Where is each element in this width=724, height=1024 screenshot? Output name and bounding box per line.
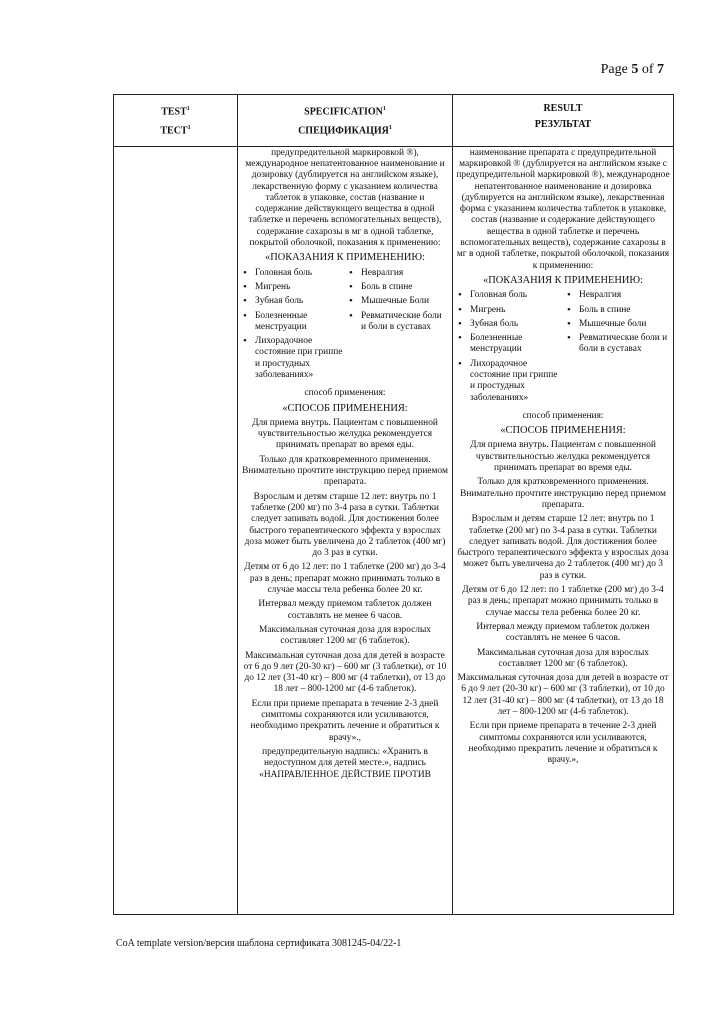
result-paragraph: Детям от 6 до 12 лет: по 1 таблетке (200 мг) до 3-4 раз в день; препарат можно принимать только в случае массы тела ребенка более 20 кг. (462, 585, 664, 618)
list-item: • Боль в спине (565, 305, 670, 316)
result-paragraph: Если при приеме препарата в течение 2-3 дней симптомы сохраняются или усиливаются, необходимо прекратить лечение и обратиться к врачу.», (468, 721, 658, 766)
list-item: • Болезненные менструации (241, 311, 343, 334)
spec-intro: предупредительной маркировкой ®), международное непатентованное наименование и дозировку (дублируется на английском языке), лекарственную форму с указанием количества таблеток в упаковке, состав (название и содержание действующего вещества в одной таблетке и перечень вспомогательных веществ), содержание сахарозы в мг в одной таблетке, покрытой оболочкой, показания к применению: (245, 147, 445, 249)
result-cell (453, 146, 674, 914)
header-result: RESULT РЕЗУЛЬТАТ (453, 95, 674, 147)
list-item: • Лихорадочное состояние при гриппе и простудных заболеваниях» (456, 359, 561, 404)
spec-paragraph: Максимальная суточная доза для детей в возрасте от 6 до 9 лет (20-30 кг) – 600 мг (3 таблетки), от 10 до 12 лет (31-40 кг) – 800 мг (4 таблетки), от 13 до 18 лет – 800-1200 мг (4-6 таблеток). (243, 650, 447, 695)
result-paragraph: Максимальная суточная доза для взрослых составляет 1200 мг (6 таблеток). (477, 647, 649, 669)
result-paragraph: Максимальная суточная доза для детей в возрасте от 6 до 9 лет (20-30 кг) – 600 мг (3 таблетки), от 10 до 12 лет (31-40 кг) – 800 мг (4 таблетки), от 13 до 18 лет – 800-1200 мг (4-6 таблеток). (457, 673, 669, 718)
spec-paragraph: Интервал между приемом таблеток должен составлять не менее 6 часов. (258, 599, 432, 621)
spec-indications-header: «ПОКАЗАНИЯ К ПРИМЕНЕНИЮ: (265, 252, 425, 264)
list-item: • Зубная боль (456, 319, 561, 330)
list-item: • Мигрень (241, 282, 343, 293)
spec-paragraph: Только для кратковременного применения. Внимательно прочтите инструкцию перед приемом препарата. (242, 454, 448, 488)
specification-cell (238, 146, 453, 914)
result-paragraph: Только для кратковременного применения. Внимательно прочтите инструкцию перед приемом препарата. (460, 477, 666, 510)
list-item: • Мигрень (456, 305, 561, 316)
footer-template-version: CoA template version/версия шаблона сертификата 3081245-04/22-1 (116, 938, 402, 949)
list-item: • Зубная боль (241, 296, 343, 307)
spec-paragraph: Детям от 6 до 12 лет: по 1 таблетке (200 мг) до 3-4 раз в день; препарат можно принимать только в случае массы тела ребенка более 20 кг. (244, 562, 446, 596)
result-paragraph: Для приема внутрь. Пациентам с повышенной чувствительностью желудка рекомендуется принимать препарат во время еды. (470, 440, 656, 474)
table-row (114, 146, 674, 914)
spec-paragraph: Взрослым и детям старше 12 лет: внутрь по 1 таблетке (200 мг) по 3-4 раза в сутки. Таблетки следует запивать водой. Для достижения более быстрого терапевтического эффекта у взрослых доза может быть увеличена до 2 таблеток (400 мг) до 3 раз в сутки. (244, 491, 446, 559)
list-item: • Болезненные менструации (456, 333, 561, 356)
result-intro: наименование препарата с предупредительной маркировкой ® (дублируется на английском языке с предупредительной маркировкой ®), международное непатентованное наименование и дозировка (дублируется на английском языке), лекарственная форма с указанием количества таблеток в упаковке, состав (название и содержание действующего вещества в одной таблетке и перечень вспомогательных веществ), содержание сахарозы в мг в одной таблетке, покрытой оболочкой, показания к применению: (456, 147, 670, 271)
result-method-label: способ применения: (522, 410, 604, 421)
list-item: • Мышечные боли (565, 319, 670, 330)
result-method-header: «СПОСОБ ПРИМЕНЕНИЯ: (500, 425, 626, 437)
specification-table (113, 94, 674, 915)
spec-paragraph: Максимальная суточная доза для взрослых составляет 1200 мг (6 таблеток). (259, 624, 431, 647)
list-item: • Головная боль (456, 290, 561, 301)
list-item: • Боль в спине (347, 282, 449, 293)
header-specification: SPECIFICATION$^1$ СПЕЦИФИКАЦИЯ$^1$ (238, 95, 453, 147)
spec-method-header: «СПОСОБ ПРИМЕНЕНИЯ: (282, 402, 408, 414)
result-indications-list (456, 290, 670, 407)
test-cell (114, 146, 238, 914)
spec-paragraph: Для приема внутрь. Пациентам с повышенной чувствительностью желудка рекомендуется принимать препарат во время еды. (252, 417, 438, 451)
spec-paragraph: предупредительную надпись: «Хранить в недоступном для детей месте.», надпись «НАПРАВЛЕННОЕ ДЕЙСТВИЕ ПРОТИВ (259, 746, 431, 780)
result-paragraph: Взрослым и детям старше 12 лет: внутрь по 1 таблетке (200 мг) по 3-4 раза в сутки. Таблетки следует запивать водой. Для достижения более быстрого терапевтического эффекта у взрослых доза может быть увеличена до 2 таблеток (400 мг) до 3 раз в сутки. (457, 514, 669, 581)
spec-paragraph: Если при приеме препарата в течение 2-3 дней симптомы сохраняются или усиливаются, необходимо прекратить лечение и обратиться к врачу»., (250, 698, 440, 743)
spec-indications-list (241, 268, 449, 385)
list-item: • Невралгия (347, 268, 449, 279)
list-item: • Головная боль (241, 268, 343, 279)
list-item: • Мышечные Боли (347, 296, 449, 307)
list-item: • Невралгия (565, 290, 670, 301)
list-item: • Лихорадочное состояние при гриппе и простудных заболеваниях» (241, 336, 343, 381)
list-item: • Ревматические боли и боли в суставах (565, 333, 670, 356)
table-header-row (114, 95, 674, 147)
page-number: Page 5 of 7 (600, 62, 664, 77)
list-item: • Ревматические боли и боли в суставах (347, 311, 449, 334)
spec-method-label: способ применения: (304, 388, 386, 399)
header-test: TEST$^1$ ТЕСТ$^1$ (114, 95, 238, 147)
result-paragraph: Интервал между приемом таблеток должен составлять не менее 6 часов. (476, 621, 650, 644)
result-indications-header: «ПОКАЗАНИЯ К ПРИМЕНЕНИЮ: (483, 274, 643, 286)
